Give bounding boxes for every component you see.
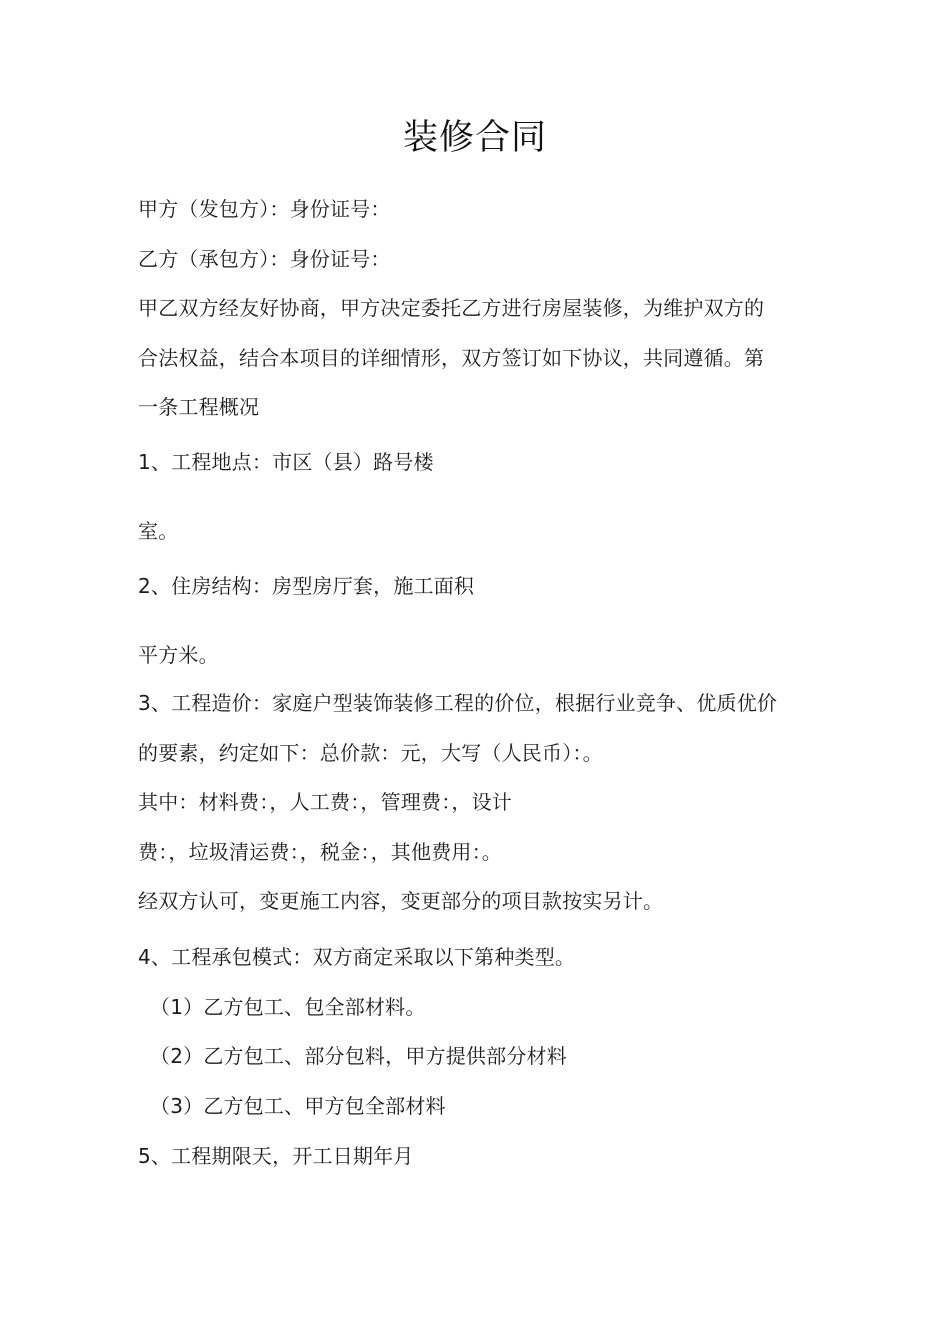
item-3-cost: 3、工程造价：家庭户型装饰装修工程的价位，根据行业竞争、优质优价 (138, 691, 778, 715)
item-2-structure-cont: 平方米。 (138, 643, 219, 667)
mode-option-1: （1）乙方包工、包全部材料。 (150, 995, 426, 1019)
intro-line-1: 甲乙双方经友好协商，甲方决定委托乙方进行房屋装修，为维护双方的 (138, 296, 765, 320)
item-1-location-cont: 室。 (138, 519, 179, 543)
mode-option-2: （2）乙方包工、部分包料，甲方提供部分材料 (150, 1044, 567, 1068)
item-1-location: 1、工程地点：市区（县）路号楼 (138, 450, 434, 474)
document-title: 装修合同 (402, 118, 547, 158)
item-4-contract-mode: 4、工程承包模式：双方商定采取以下第种类型。 (138, 945, 576, 969)
fee-breakdown-line-2: 费：，垃圾清运费：，税金：，其他费用：。 (138, 840, 502, 864)
fee-breakdown-line-1: 其中：材料费：，人工费：，管理费：，设计 (138, 790, 512, 814)
intro-line-2: 合法权益，结合本项目的详细情形，双方签订如下协议，共同遵循。第 (138, 346, 765, 370)
article-1-heading: 一条工程概况 (138, 395, 260, 419)
item-5-duration: 5、工程期限天，开工日期年月 (138, 1144, 414, 1168)
change-note: 经双方认可，变更施工内容，变更部分的项目款按实另计。 (138, 889, 664, 913)
item-3-cost-cont: 的要素，约定如下：总价款：元，大写（人民币）：。 (138, 741, 603, 765)
mode-option-3: （3）乙方包工、甲方包全部材料 (150, 1094, 446, 1118)
party-b-line: 乙方（承包方）：身份证号： (138, 247, 391, 271)
party-a-line: 甲方（发包方）：身份证号： (138, 197, 391, 221)
item-2-structure: 2、住房结构：房型房厅套，施工面积 (138, 574, 475, 598)
